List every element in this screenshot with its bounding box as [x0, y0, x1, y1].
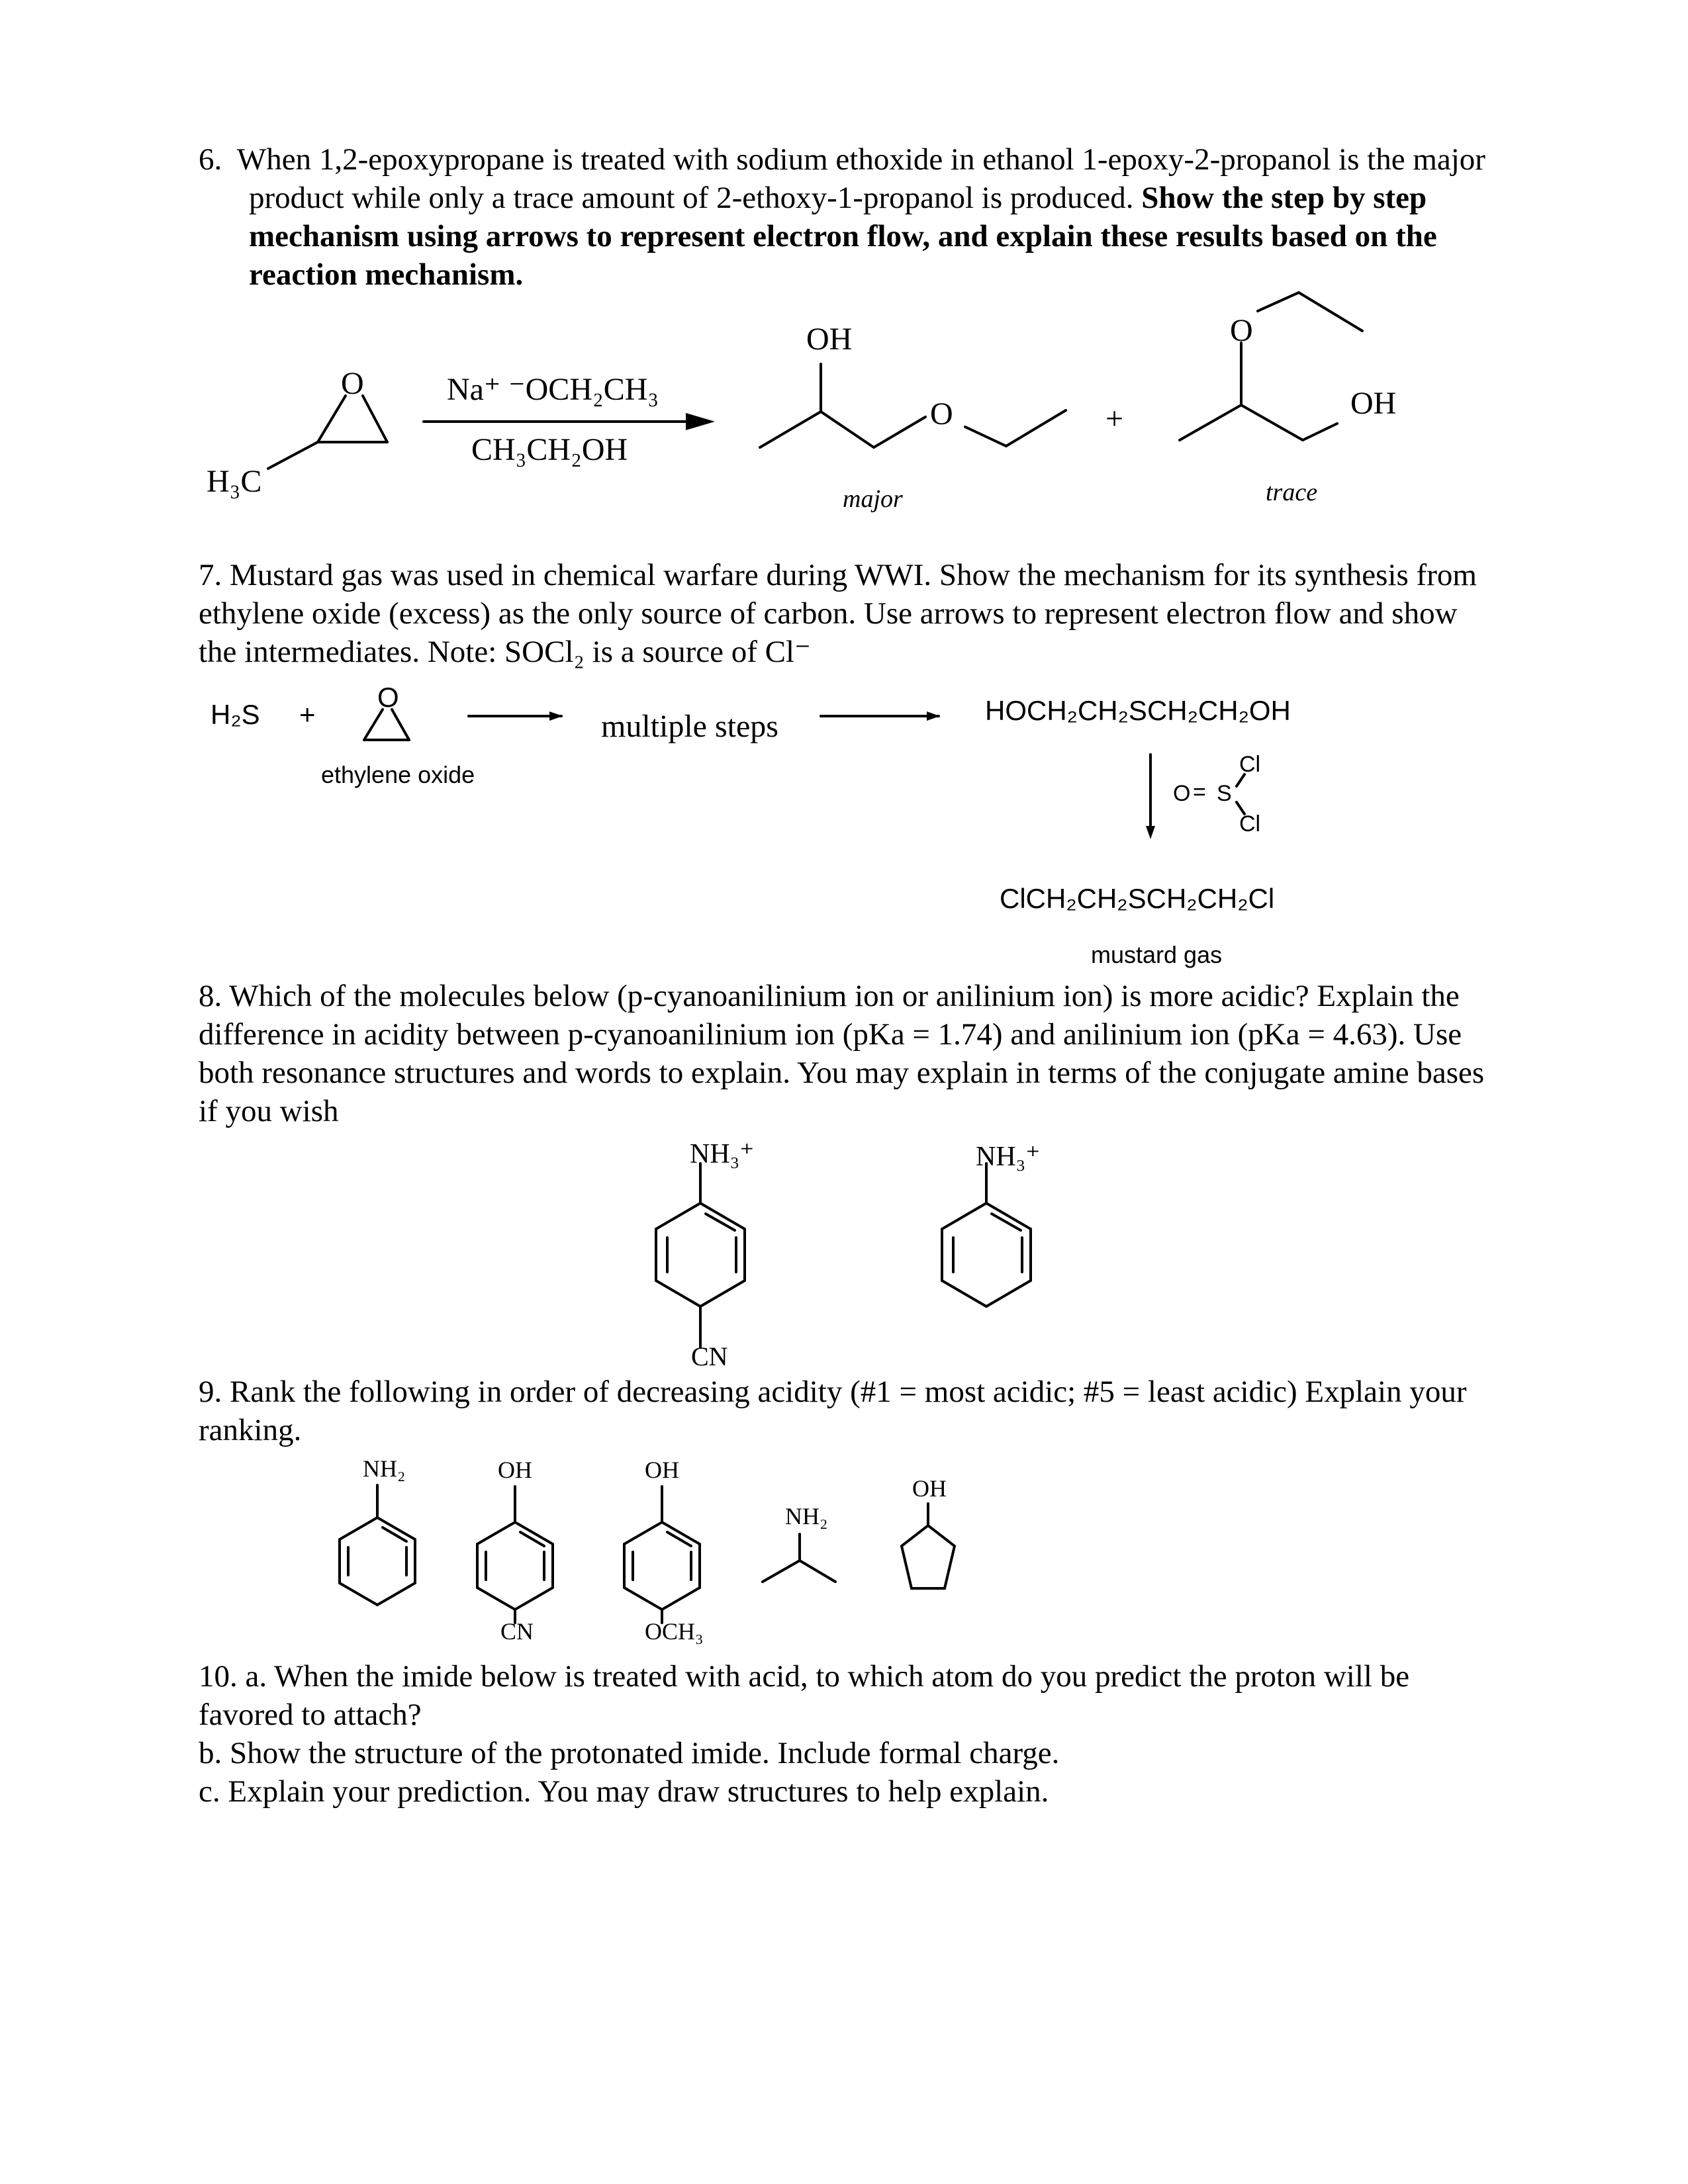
q8-nh3-2: NH₃⁺: [976, 1142, 1041, 1172]
q7-socl2-cl-bottom: Cl: [1239, 811, 1261, 837]
q9-cyanophenol-ring: [477, 1522, 553, 1610]
q9-aniline-nh2: NH₂: [363, 1455, 406, 1482]
q6-epoxide-o: O: [341, 366, 364, 401]
q8-cn: CN: [691, 1342, 728, 1371]
q7-multiple-steps: multiple steps: [601, 709, 778, 744]
q6-methyl-bond: [268, 442, 318, 469]
q6-h3c: H₃C: [207, 464, 262, 499]
q9-ipa-nh2: NH₂: [785, 1503, 828, 1529]
q7-socl2-s: S: [1217, 781, 1232, 806]
q6-bold-instruction: Show the step by step mechanism using arrows to represent electron flow, and explain these results based on the reaction mechanism.: [249, 181, 1437, 292]
q9-cyanophenol-cn: CN: [500, 1618, 534, 1645]
q9-ipa-me2: [800, 1561, 835, 1582]
q6-trace-oh: OH: [1350, 386, 1397, 421]
q7-socl2-cl-top: Cl: [1239, 752, 1261, 777]
q6-trace-o: O: [1230, 313, 1253, 348]
q6-trace-label: trace: [1266, 478, 1318, 506]
q6-major-ethyl: [965, 410, 1066, 446]
q6-trace-chain: [1180, 405, 1337, 440]
question-8: [199, 977, 1496, 1130]
q9-ipa-me1: [763, 1561, 800, 1582]
q7-eo-o: O: [377, 682, 399, 713]
q9-cyanophenol-db3: [520, 1532, 544, 1546]
q9-cyclopentanol-oh: OH: [912, 1475, 947, 1502]
q6-reagent-top: Na⁺ ⁻OCH₂CH₃: [447, 372, 659, 407]
q7-ethylene-oxide-label: ethylene oxide: [321, 761, 475, 788]
q10-part-c: c. Explain your prediction. You may draw structures to help explain.: [199, 1774, 1049, 1809]
q7-product: HOCH₂CH₂SCH₂CH₂OH: [985, 695, 1291, 726]
q7-socl2-dbl: =: [1193, 780, 1206, 805]
q6-major-chain: [760, 412, 925, 447]
question-7: [199, 556, 1496, 671]
q6-number: 6.: [199, 142, 222, 177]
q10-part-b: b. Show the structure of the protonated imide. Include formal charge.: [199, 1736, 1060, 1770]
q9-text: 9. Rank the following in order of decreasing acidity (#1 = most acidic; #5 = least acidic) Explain your ranking.: [199, 1375, 1467, 1447]
q6-major-o: O: [930, 396, 953, 432]
q6-epoxide-co-bond: [318, 396, 346, 442]
q9-methoxyphenol-och3: OCH₃: [645, 1618, 704, 1645]
q7-socl2-o: O: [1173, 781, 1191, 806]
q6-trace-ethyl: [1258, 293, 1362, 331]
q9-methoxyphenol-ring: [624, 1522, 700, 1610]
q9-cyanophenol-oh: OH: [498, 1457, 532, 1483]
q7-eo-co2: [392, 709, 409, 740]
q9-aniline-ring: [340, 1518, 415, 1605]
question-9: [199, 1373, 1496, 1449]
q7-mustard-label: mustard gas: [1091, 941, 1223, 968]
q7-plus: +: [299, 699, 316, 730]
q7-arrowhead-2: [927, 711, 940, 721]
q6-text: When 1,2-epoxypropane is treated with sodium ethoxide in ethanol 1-epoxy-2-propanol is the major product while only a trace amount of 2-ethoxy-1-propanol is produced.: [236, 142, 1485, 215]
q9-methoxyphenol-db3: [667, 1532, 691, 1546]
q6-epoxide-co-bond-2: [363, 396, 387, 442]
q6-major-oh: OH: [806, 322, 853, 357]
q7-arrowhead-down: [1146, 826, 1155, 839]
q9-cyclopentanol-ring: [902, 1525, 955, 1588]
q10-part-a: 10. a. When the imide below is treated with acid, to which atom do you predict the proton will be favored to attach?: [199, 1659, 1410, 1732]
q6-major-label: major: [843, 485, 903, 513]
q9-methoxyphenol-oh: OH: [645, 1457, 679, 1483]
q6-arrowhead: [686, 413, 715, 430]
question-10: [199, 1657, 1496, 1811]
q8-ring-2: [942, 1203, 1031, 1306]
q8-ring-1: [656, 1203, 745, 1306]
q8-text: 8. Which of the molecules below (p-cyanoanilinium ion or anilinium ion) is more acidic? Explain the difference in acidity between p-cyanoanilinium ion (pKa = 1.74) and anilinium ion (pKa = 4.63). Use both resonance structures and words to explain. You may explain in terms of the conjugate amine bases if you wish: [199, 979, 1485, 1128]
q7-text: 7. Mustard gas was used in chemical warfare during WWI. Show the mechanism for its synthesis from ethylene oxide (excess) as the only source of carbon. Use arrows to represent electron flow and show the intermediates. Note: SOCl₂ is a source of Cl⁻: [199, 558, 1477, 669]
q7-h2s: H₂S: [211, 699, 260, 730]
q7-eo-co1: [364, 709, 383, 740]
q9-aniline-db3: [383, 1527, 406, 1541]
q6-reagent-bottom: CH₃CH₂OH: [471, 432, 628, 467]
q7-mustard-formula: ClCH₂CH₂SCH₂CH₂Cl: [1000, 883, 1275, 914]
q7-arrowhead-1: [549, 711, 563, 721]
q6-plus: +: [1105, 401, 1124, 436]
q8-nh3-1: NH₃⁺: [690, 1139, 755, 1169]
